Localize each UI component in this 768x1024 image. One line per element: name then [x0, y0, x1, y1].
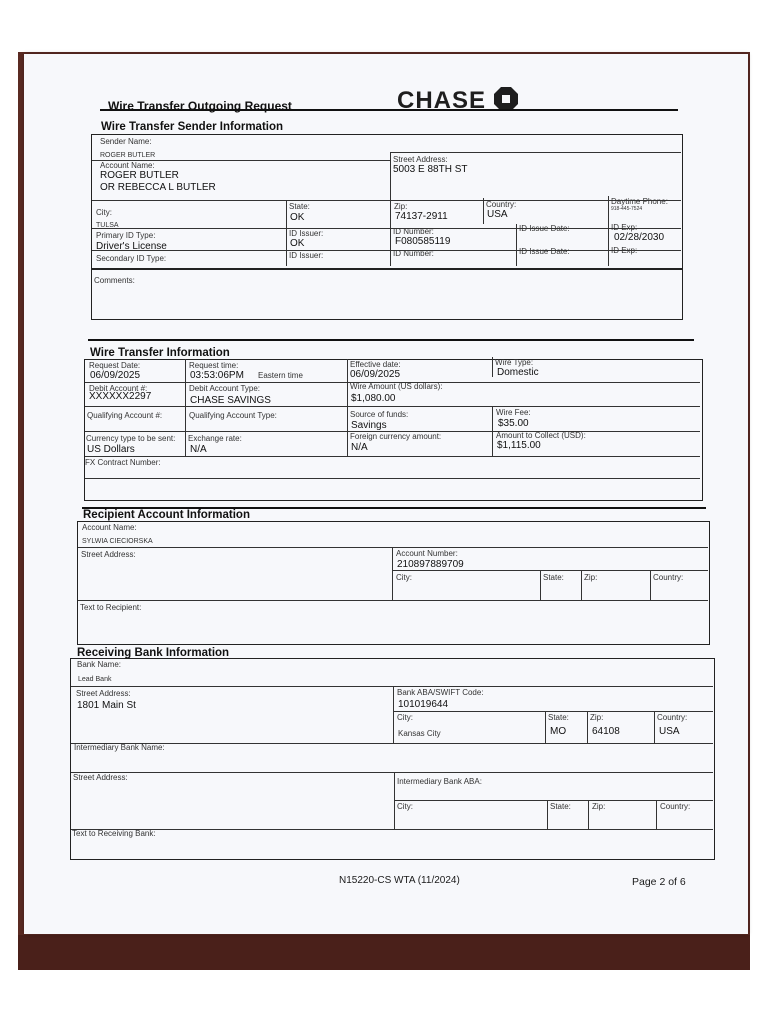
id-exp2-label: ID Exp: [611, 246, 638, 255]
divider [588, 800, 589, 829]
divider [392, 570, 708, 571]
amount-to-collect-label: Amount to Collect (USD): [496, 431, 586, 440]
photo-background-bottom [18, 935, 750, 970]
recipient-account-name-value: SYLWIA CIECIORSKA [82, 538, 153, 545]
currency-type-value: US Dollars [87, 444, 135, 455]
sender-section-title: Wire Transfer Sender Information [101, 121, 284, 133]
primary-id-type-value: Driver's License [96, 241, 167, 252]
transfer-box [84, 359, 703, 501]
debit-account-type-value: CHASE SAVINGS [190, 395, 271, 406]
wire-type-label: Wire Type: [495, 358, 534, 367]
chase-logo-text: CHASE [397, 87, 487, 114]
debit-account-value: XXXXXX2297 [89, 391, 152, 402]
exchange-rate-value: N/A [190, 444, 207, 455]
bank-aba-value: 101019644 [398, 699, 449, 710]
id-number2-label: ID Number: [393, 249, 434, 258]
source-of-funds-value: Savings [351, 420, 387, 431]
recipient-account-number-label: Account Number: [396, 549, 458, 558]
country-label: Country: [486, 200, 517, 209]
wire-fee-label: Wire Fee: [496, 408, 531, 417]
qualifying-account-label: Qualifying Account #: [87, 411, 163, 420]
intermediary-state-label: State: [550, 802, 571, 811]
bank-city-value: Kansas City [398, 729, 441, 738]
divider [85, 478, 700, 479]
divider [547, 800, 548, 829]
intermediary-country-label: Country: [660, 802, 691, 811]
wire-fee-value: $35.00 [498, 418, 529, 429]
divider [92, 200, 681, 201]
account-name-label: Account Name: [100, 161, 155, 170]
city-value: TULSA [96, 222, 119, 229]
divider [393, 711, 713, 712]
recipient-zip-label: Zip: [584, 573, 598, 582]
effective-date-value: 06/09/2025 [350, 369, 401, 380]
divider [92, 228, 681, 229]
bank-country-label: Country: [657, 713, 688, 722]
bank-zip-label: Zip: [590, 713, 604, 722]
secondary-id-type-label: Secondary ID Type: [96, 254, 167, 263]
bank-street-value: 1801 Main St [77, 700, 136, 711]
wire-type-value: Domestic [497, 367, 539, 378]
bank-state-value: MO [550, 726, 567, 737]
intermediary-aba-label: Intermediary Bank ABA: [397, 777, 482, 786]
divider [540, 570, 541, 600]
divider [394, 800, 713, 801]
state-label: State: [289, 202, 310, 211]
divider [71, 686, 713, 687]
divider [392, 547, 393, 600]
wire-amount-label: Wire Amount (US dollars): [350, 382, 443, 391]
text-to-receiving-bank-label: Text to Receiving Bank: [72, 829, 156, 838]
document-title: Wire Transfer Outgoing Request [108, 99, 292, 113]
form-number: N15220-CS WTA (11/2024) [339, 875, 460, 886]
divider [78, 547, 708, 548]
divider [492, 357, 493, 377]
id-issue-date2-label: ID Issue Date: [519, 247, 570, 256]
bank-street-label: Street Address: [76, 689, 131, 698]
id-issue-date-label: ID Issue Date: [519, 224, 570, 233]
sender-name-value: ROGER BUTLER [100, 152, 156, 159]
bank-state-label: State: [548, 713, 569, 722]
recipient-box [77, 521, 710, 645]
divider [545, 711, 546, 743]
fx-contract-label: FX Contract Number: [85, 458, 161, 467]
comments-label: Comments: [94, 276, 135, 285]
debit-account-label: Debit Account #: [89, 384, 148, 393]
foreign-amount-label: Foreign currency amount: [350, 432, 442, 441]
divider [185, 359, 186, 457]
recipient-account-name-label: Account Name: [82, 523, 137, 532]
bank-country-value: USA [659, 726, 680, 737]
comments-box [91, 268, 683, 320]
transfer-section-title: Wire Transfer Information [90, 347, 230, 359]
divider [71, 772, 713, 773]
divider [78, 600, 708, 601]
divider [587, 711, 588, 743]
bank-aba-label: Bank ABA/SWIFT Code: [397, 688, 484, 697]
divider [85, 406, 700, 407]
divider [390, 152, 391, 200]
id-issuer2-label: ID Issuer: [289, 251, 324, 260]
recipient-street-label: Street Address: [81, 550, 136, 559]
bank-city-label: City: [397, 713, 413, 722]
intermediary-bank-name-label: Intermediary Bank Name: [74, 743, 165, 752]
effective-date-label: Effective date: [350, 360, 401, 369]
sender-name-label: Sender Name: [100, 137, 152, 146]
wire-amount-value: $1,080.00 [351, 393, 396, 404]
phone-value: 918-445-7524 [611, 206, 643, 212]
divider [608, 196, 609, 266]
intermediary-zip-label: Zip: [592, 802, 606, 811]
header-rule [100, 109, 678, 111]
recipient-account-number-value: 210897889709 [397, 559, 464, 570]
id-number-label: ID Number: [393, 227, 434, 236]
sender-street-value: 5003 E 88TH ST [393, 164, 468, 175]
section-rule [88, 339, 694, 341]
divider [650, 570, 651, 600]
divider [656, 800, 657, 829]
id-exp-value: 02/28/2030 [614, 232, 665, 243]
account-name-line1: ROGER BUTLER [100, 170, 179, 181]
recipient-city-label: City: [396, 573, 412, 582]
divider [390, 152, 681, 153]
intermediary-city-label: City: [397, 802, 413, 811]
divider [71, 743, 713, 744]
divider [516, 224, 517, 266]
timezone-value: Eastern time [258, 371, 303, 380]
divider [71, 829, 713, 830]
account-name-line2: OR REBECCA L BUTLER [100, 182, 216, 193]
sender-street-label: Street Address: [393, 155, 448, 164]
recipient-section-title: Recipient Account Information [83, 509, 250, 521]
divider [286, 200, 287, 266]
bank-name-value: Lead Bank [78, 676, 112, 683]
request-time-label: Request time: [189, 361, 239, 370]
divider [347, 359, 348, 457]
request-date-value: 06/09/2025 [90, 370, 141, 381]
debit-account-type-label: Debit Account Type: [189, 384, 261, 393]
bank-zip-value: 64108 [592, 726, 620, 737]
zip-value: 74137-2911 [395, 211, 448, 222]
divider [85, 456, 700, 457]
currency-type-label: Currency type to be sent: [86, 434, 176, 443]
country-value: USA [487, 209, 508, 220]
request-time-value: 03:53:06PM [190, 370, 244, 381]
divider [581, 570, 582, 600]
recipient-state-label: State: [543, 573, 564, 582]
id-number-value: F080585119 [395, 236, 451, 247]
id-issuer-value: OK [290, 238, 305, 249]
divider [393, 686, 394, 743]
qualifying-account-type-label: Qualifying Account Type: [189, 411, 277, 420]
bank-section-title: Receiving Bank Information [77, 647, 230, 659]
amount-to-collect-value: $1,115.00 [497, 440, 541, 451]
divider [92, 250, 681, 251]
request-date-label: Request Date: [89, 361, 141, 370]
id-exp-label: ID Exp: [611, 223, 638, 232]
phone-label: Daytime Phone: [611, 197, 668, 206]
text-to-recipient-label: Text to Recipient: [80, 603, 142, 612]
bank-name-label: Bank Name: [77, 660, 122, 669]
recipient-country-label: Country: [653, 573, 684, 582]
exchange-rate-label: Exchange rate: [188, 434, 242, 443]
city-label: City: [96, 208, 112, 217]
foreign-amount-value: N/A [351, 442, 368, 453]
divider [654, 711, 655, 743]
zip-label: Zip: [394, 202, 408, 211]
primary-id-type-label: Primary ID Type: [96, 231, 156, 240]
source-of-funds-label: Source of funds: [350, 410, 409, 419]
divider [483, 198, 484, 224]
intermediary-street-label: Street Address: [73, 773, 128, 782]
page-number: Page 2 of 6 [632, 876, 686, 888]
state-value: OK [290, 212, 305, 223]
id-issuer-label: ID Issuer: [289, 229, 324, 238]
divider [390, 200, 391, 266]
